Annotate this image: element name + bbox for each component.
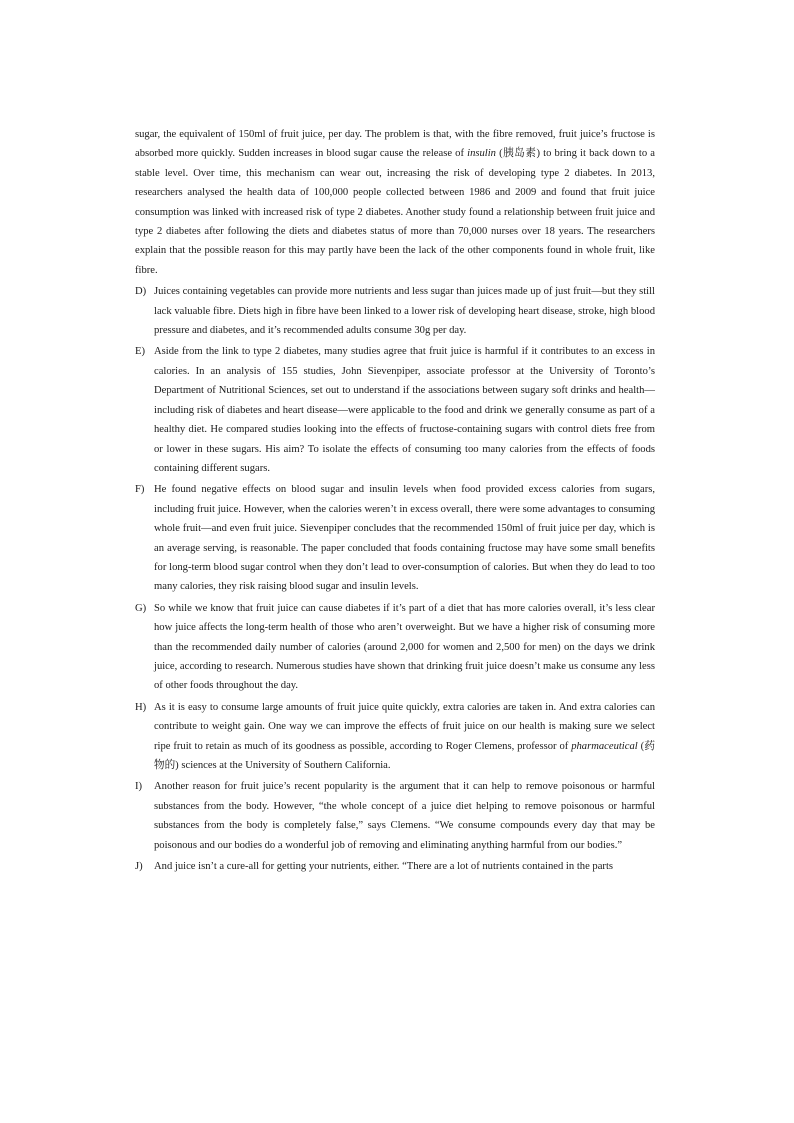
paragraph-label-e: E) bbox=[135, 346, 145, 358]
paragraph-text-g: So while we know that fruit juice can cause diabetes if it’s part of a diet that has more calories overall, it’s less clear how juice affects the long-term health of those who aren’t overweight. But we have a higher risk of consuming more than the recommended daily number of calories (around 2,000 for women and 2,500 for men) on the days we drink juice, according to research. Numerous studies have shown that drinking fruit juice doesn’t make us consume any less of other foods throughout the day. bbox=[154, 602, 655, 692]
paragraph-label-f: F) bbox=[135, 484, 145, 496]
paragraph-label-h: H) bbox=[135, 701, 147, 713]
insulin-term: insulin bbox=[467, 148, 496, 160]
paragraph-label-i: I) bbox=[135, 781, 143, 793]
paragraph-g bbox=[135, 599, 655, 696]
paragraph-h bbox=[135, 698, 655, 776]
paragraph-h-text-after: sciences at the University of Southern California. bbox=[178, 760, 391, 771]
paragraph-text-i: Another reason for fruit juice’s recent popularity is the argument that it can help to remove poisonous or harmful substances from the body. However, “the whole concept of a juice diet helping to remove poisonous or harmful substances from the body is completely false,” says Clemens. “We consume compounds every day that may be poisonous and our bodies do a wonderful job of removing and eliminating anything harmful from our bodies.” bbox=[154, 781, 655, 851]
paragraph-d bbox=[135, 282, 655, 340]
paragraph-label-g: G) bbox=[135, 602, 147, 614]
insulin-gloss: (胰岛素) bbox=[495, 148, 540, 160]
paragraph-text-d: Juices containing vegetables can provide more nutrients and less sugar than juices made up of just fruit—but they still lack valuable fibre. Diets high in fibre have been linked to a lower risk of developing heart disease, stroke, high blood pressure and diabetes, and it’s recommended adults consume 30g per day. bbox=[154, 286, 655, 337]
paragraph-j bbox=[135, 857, 655, 876]
paragraph-e bbox=[135, 342, 655, 478]
intro-text-part1: sugar, the equivalent of 150ml of fruit juice, per day. The problem is that, with the fibre removed, fruit juice’s fructose is absorbed more quickly. Sudden increases in blood sugar cause the release of bbox=[135, 129, 655, 160]
paragraph-h-text-before: As it is easy to consume large amounts of fruit juice quite quickly, extra calories are taken in. And extra calories can contribute to weight gain. One way we can improve the effects of fruit juice on our health is making sure we select ripe fruit to retain as much of its goodness as possible, according to Roger Clemens, professor of bbox=[154, 701, 655, 752]
paragraph-i bbox=[135, 777, 655, 855]
paragraph-text-j: And juice isn’t a cure-all for getting your nutrients, either. “There are a lot of nutrients contained in the parts bbox=[154, 861, 614, 873]
intro-text-part2: to bring it back down to a stable level. Over time, this mechanism can wear out, increasing the risk of developing type 2 diabetes. In 2013, researchers analysed the health data of 100,000 people collected between 1986 and 2009 and found that fruit juice consumption was linked with increased risk of type 2 diabetes. Another study found a relationship between fruit juice and type 2 diabetes after following the diets and diabetes status of more than 70,000 nurses over 18 years. The researchers explain that the possible reason for this may partly have been the lack of the other components found in whole fruit, like fibre. bbox=[135, 148, 655, 276]
pharmaceutical-term: pharmaceutical bbox=[571, 740, 638, 752]
paragraph-label-d: D) bbox=[135, 286, 147, 298]
document-body bbox=[135, 125, 655, 878]
pharmaceutical-gloss: (药物的) bbox=[154, 740, 655, 771]
paragraph-f bbox=[135, 480, 655, 596]
paragraph-label-j: J) bbox=[135, 861, 143, 873]
paragraph-text-e: Aside from the link to type 2 diabetes, many studies agree that fruit juice is harmful if it contributes to an excess in calories. In an analysis of 155 studies, John Sievenpiper, associate professor at the University of Toronto’s Department of Nutritional Sciences, set out to understand if the associations between sugary soft drinks and health—including risk of diabetes and heart disease—were applicable to the food and drink we generally consume as part of a healthy diet. He compared studies looking into the effects of fructose-containing sugars with control diets free from or lower in these sugars. His aim? To isolate the effects of consuming too many calories from the effects of foods containing different sugars. bbox=[154, 346, 655, 474]
paragraph-text-f: He found negative effects on blood sugar and insulin levels when food provided excess calories from sugars, including fruit juice. However, when the calories weren’t in excess overall, there were some advantages to consuming whole fruit—and even fruit juice. Sievenpiper concludes that the recommended 150ml of fruit juice per day, which is an average serving, is reasonable. The paper concluded that foods containing fructose may have some small benefits for long-term blood sugar control when they don’t lead to over-consumption of calories. But when they do lead to too many calories, they risk raising blood sugar and insulin levels. bbox=[154, 484, 655, 593]
paragraph-text-h bbox=[154, 698, 655, 776]
intro-paragraph bbox=[135, 125, 655, 280]
